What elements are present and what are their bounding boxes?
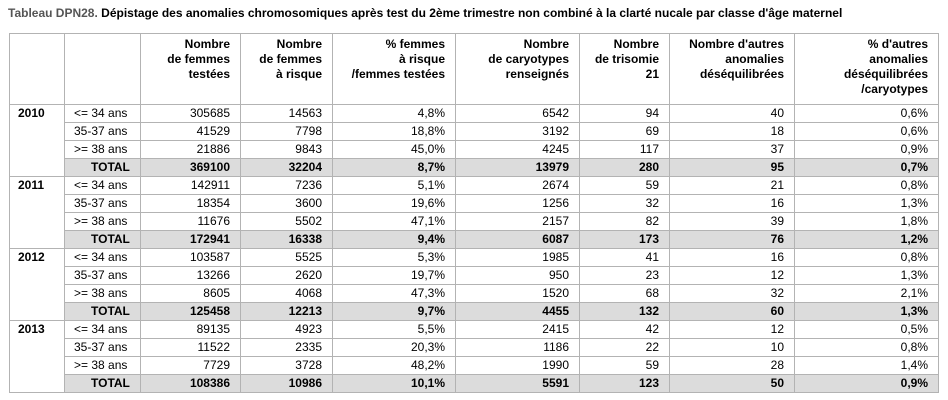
- value-cell: 82: [580, 213, 670, 231]
- value-cell: 4245: [456, 141, 580, 159]
- year-cell: 2012: [10, 249, 65, 267]
- value-cell: 47,3%: [333, 285, 456, 303]
- table-body: [10, 105, 939, 393]
- age-class-cell: 35-37 ans: [65, 123, 141, 141]
- value-cell: 8605: [141, 285, 241, 303]
- value-cell: 21: [670, 177, 795, 195]
- value-cell: 76: [670, 231, 795, 249]
- value-cell: 0,5%: [795, 321, 939, 339]
- value-cell: 280: [580, 159, 670, 177]
- value-cell: 28: [670, 357, 795, 375]
- value-cell: 3600: [241, 195, 333, 213]
- value-cell: 5,5%: [333, 321, 456, 339]
- value-cell: 89135: [141, 321, 241, 339]
- total-row: [10, 375, 939, 393]
- age-class-cell: <= 34 ans: [65, 321, 141, 339]
- value-cell: 5,1%: [333, 177, 456, 195]
- age-class-cell: >= 38 ans: [65, 285, 141, 303]
- table-row: [10, 321, 939, 339]
- value-cell: 132: [580, 303, 670, 321]
- table-title: Dépistage des anomalies chromosomiques après test du 2ème trimestre non combiné à la clarté nucale par classe d'âge maternel: [101, 6, 843, 20]
- value-cell: 2415: [456, 321, 580, 339]
- value-cell: 59: [580, 177, 670, 195]
- age-class-cell: 35-37 ans: [65, 267, 141, 285]
- total-row: [10, 159, 939, 177]
- column-header: Nombre de trisomie 21: [580, 34, 670, 105]
- value-cell: 12213: [241, 303, 333, 321]
- value-cell: 13266: [141, 267, 241, 285]
- value-cell: 11676: [141, 213, 241, 231]
- table-row: [10, 213, 939, 231]
- value-cell: 2,1%: [795, 285, 939, 303]
- age-class-cell: >= 38 ans: [65, 213, 141, 231]
- value-cell: 95: [670, 159, 795, 177]
- year-cell: [10, 267, 65, 285]
- total-label: TOTAL: [65, 159, 141, 177]
- age-class-cell: >= 38 ans: [65, 357, 141, 375]
- value-cell: 41: [580, 249, 670, 267]
- value-cell: 6542: [456, 105, 580, 123]
- value-cell: 1990: [456, 357, 580, 375]
- value-cell: 18: [670, 123, 795, 141]
- value-cell: 19,7%: [333, 267, 456, 285]
- column-header: Nombre de femmes testées: [141, 34, 241, 105]
- value-cell: 5591: [456, 375, 580, 393]
- value-cell: 94: [580, 105, 670, 123]
- value-cell: 5525: [241, 249, 333, 267]
- value-cell: 4,8%: [333, 105, 456, 123]
- value-cell: 69: [580, 123, 670, 141]
- year-cell: [10, 159, 65, 177]
- value-cell: 12: [670, 321, 795, 339]
- value-cell: 41529: [141, 123, 241, 141]
- table-row: [10, 195, 939, 213]
- value-cell: 0,6%: [795, 123, 939, 141]
- value-cell: 2620: [241, 267, 333, 285]
- value-cell: 13979: [456, 159, 580, 177]
- age-class-cell: 35-37 ans: [65, 339, 141, 357]
- value-cell: 19,6%: [333, 195, 456, 213]
- value-cell: 4455: [456, 303, 580, 321]
- value-cell: 6087: [456, 231, 580, 249]
- value-cell: 23: [580, 267, 670, 285]
- table-row: [10, 123, 939, 141]
- value-cell: 0,8%: [795, 339, 939, 357]
- value-cell: 108386: [141, 375, 241, 393]
- value-cell: 7798: [241, 123, 333, 141]
- value-cell: 8,7%: [333, 159, 456, 177]
- table-caption: [8, 6, 842, 20]
- total-label: TOTAL: [65, 303, 141, 321]
- age-class-cell: 35-37 ans: [65, 195, 141, 213]
- value-cell: 48,2%: [333, 357, 456, 375]
- value-cell: 9,4%: [333, 231, 456, 249]
- value-cell: 50: [670, 375, 795, 393]
- table-row: [10, 285, 939, 303]
- year-cell: [10, 231, 65, 249]
- value-cell: 1,8%: [795, 213, 939, 231]
- value-cell: 0,9%: [795, 375, 939, 393]
- value-cell: 16: [670, 249, 795, 267]
- column-header: Nombre d'autres anomalies déséquilibrées: [670, 34, 795, 105]
- dpn28-table: [9, 33, 939, 393]
- table-row: [10, 357, 939, 375]
- value-cell: 4068: [241, 285, 333, 303]
- value-cell: 2335: [241, 339, 333, 357]
- value-cell: 305685: [141, 105, 241, 123]
- value-cell: 20,3%: [333, 339, 456, 357]
- total-label: TOTAL: [65, 375, 141, 393]
- year-cell: [10, 303, 65, 321]
- value-cell: 1,2%: [795, 231, 939, 249]
- value-cell: 7729: [141, 357, 241, 375]
- value-cell: 0,8%: [795, 177, 939, 195]
- value-cell: 4923: [241, 321, 333, 339]
- value-cell: 2674: [456, 177, 580, 195]
- column-header: Nombre de caryotypes renseignés: [456, 34, 580, 105]
- value-cell: 1186: [456, 339, 580, 357]
- value-cell: 47,1%: [333, 213, 456, 231]
- value-cell: 0,7%: [795, 159, 939, 177]
- value-cell: 5502: [241, 213, 333, 231]
- value-cell: 42: [580, 321, 670, 339]
- year-cell: [10, 195, 65, 213]
- value-cell: 10: [670, 339, 795, 357]
- value-cell: 173: [580, 231, 670, 249]
- value-cell: 1,4%: [795, 357, 939, 375]
- value-cell: 40: [670, 105, 795, 123]
- value-cell: 142911: [141, 177, 241, 195]
- total-row: [10, 231, 939, 249]
- total-row: [10, 303, 939, 321]
- value-cell: 123: [580, 375, 670, 393]
- table-number: Tableau DPN28.: [8, 6, 98, 20]
- table-row: [10, 339, 939, 357]
- value-cell: 125458: [141, 303, 241, 321]
- value-cell: 16338: [241, 231, 333, 249]
- value-cell: 172941: [141, 231, 241, 249]
- value-cell: 1256: [456, 195, 580, 213]
- value-cell: 12: [670, 267, 795, 285]
- value-cell: 1520: [456, 285, 580, 303]
- value-cell: 14563: [241, 105, 333, 123]
- value-cell: 3728: [241, 357, 333, 375]
- total-label: TOTAL: [65, 231, 141, 249]
- value-cell: 22: [580, 339, 670, 357]
- table-row: [10, 249, 939, 267]
- column-header: % femmes à risque /femmes testées: [333, 34, 456, 105]
- value-cell: 16: [670, 195, 795, 213]
- table-row: [10, 141, 939, 159]
- year-cell: [10, 141, 65, 159]
- column-header: Nombre de femmes à risque: [241, 34, 333, 105]
- value-cell: 369100: [141, 159, 241, 177]
- column-header: [65, 34, 141, 105]
- value-cell: 1,3%: [795, 195, 939, 213]
- value-cell: 1,3%: [795, 303, 939, 321]
- header-row: [10, 34, 939, 105]
- age-class-cell: >= 38 ans: [65, 141, 141, 159]
- value-cell: 117: [580, 141, 670, 159]
- value-cell: 60: [670, 303, 795, 321]
- year-cell: 2013: [10, 321, 65, 339]
- value-cell: 32: [580, 195, 670, 213]
- value-cell: 32: [670, 285, 795, 303]
- value-cell: 5,3%: [333, 249, 456, 267]
- year-cell: 2010: [10, 105, 65, 123]
- value-cell: 9,7%: [333, 303, 456, 321]
- value-cell: 1985: [456, 249, 580, 267]
- year-cell: [10, 213, 65, 231]
- value-cell: 2157: [456, 213, 580, 231]
- value-cell: 18354: [141, 195, 241, 213]
- column-header: % d'autres anomalies déséquilibrées /caryotypes: [795, 34, 939, 105]
- value-cell: 0,9%: [795, 141, 939, 159]
- year-cell: [10, 357, 65, 375]
- value-cell: 9843: [241, 141, 333, 159]
- table-row: [10, 177, 939, 195]
- column-header: [10, 34, 65, 105]
- value-cell: 0,6%: [795, 105, 939, 123]
- value-cell: 21886: [141, 141, 241, 159]
- value-cell: 37: [670, 141, 795, 159]
- value-cell: 32204: [241, 159, 333, 177]
- value-cell: 10986: [241, 375, 333, 393]
- value-cell: 0,8%: [795, 249, 939, 267]
- value-cell: 11522: [141, 339, 241, 357]
- table-row: [10, 267, 939, 285]
- year-cell: 2011: [10, 177, 65, 195]
- age-class-cell: <= 34 ans: [65, 249, 141, 267]
- value-cell: 10,1%: [333, 375, 456, 393]
- value-cell: 7236: [241, 177, 333, 195]
- age-class-cell: <= 34 ans: [65, 177, 141, 195]
- year-cell: [10, 285, 65, 303]
- value-cell: 39: [670, 213, 795, 231]
- value-cell: 1,3%: [795, 267, 939, 285]
- value-cell: 950: [456, 267, 580, 285]
- value-cell: 18,8%: [333, 123, 456, 141]
- value-cell: 59: [580, 357, 670, 375]
- table-row: [10, 105, 939, 123]
- age-class-cell: <= 34 ans: [65, 105, 141, 123]
- value-cell: 45,0%: [333, 141, 456, 159]
- year-cell: [10, 339, 65, 357]
- year-cell: [10, 123, 65, 141]
- value-cell: 68: [580, 285, 670, 303]
- value-cell: 103587: [141, 249, 241, 267]
- value-cell: 3192: [456, 123, 580, 141]
- year-cell: [10, 375, 65, 393]
